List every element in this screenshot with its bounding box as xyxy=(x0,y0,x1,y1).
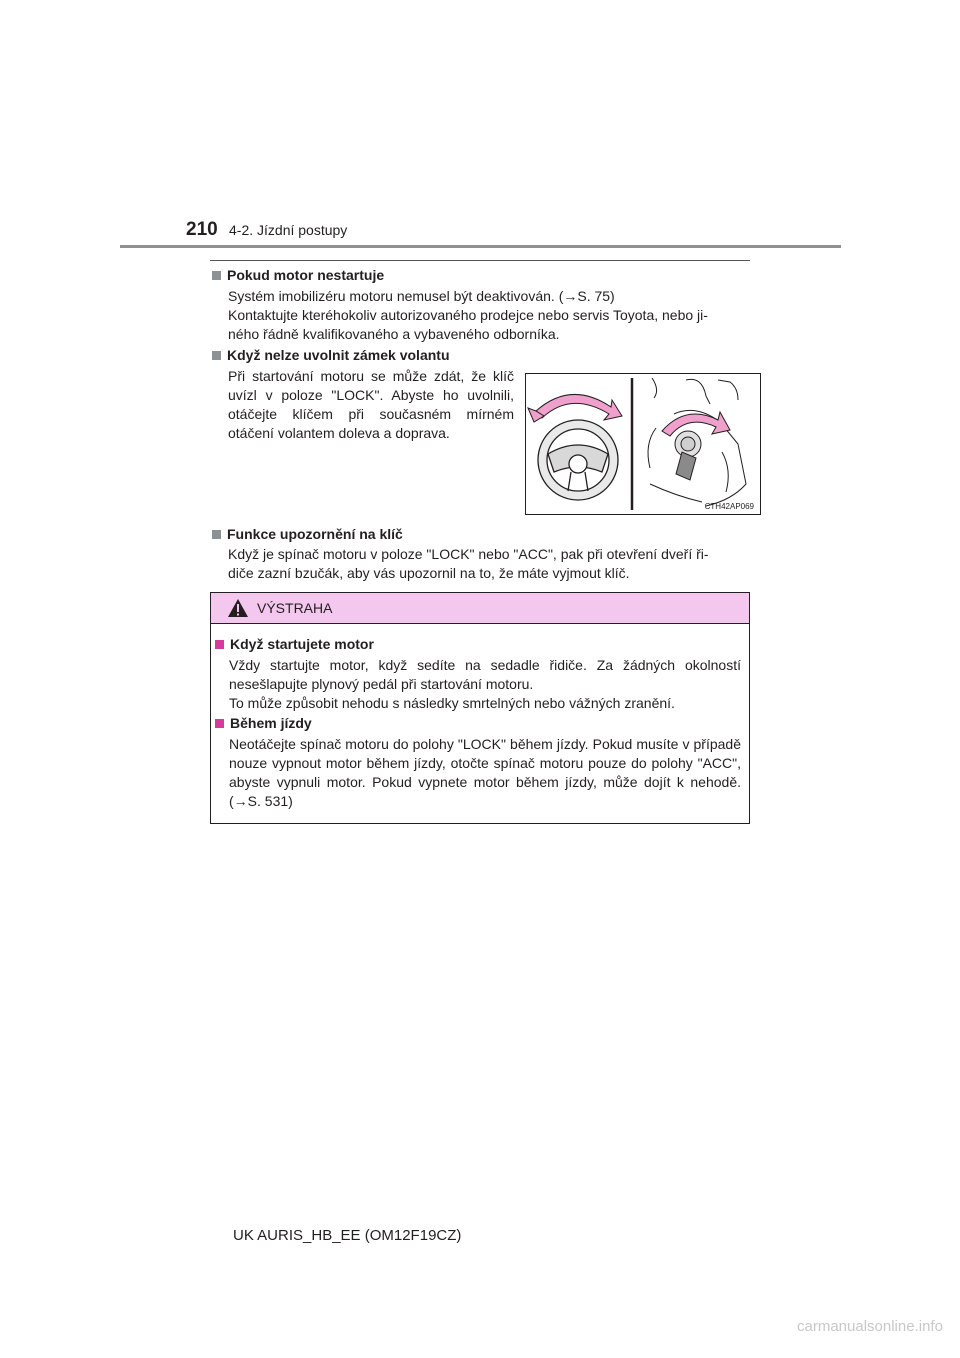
warning-title: VÝSTRAHA xyxy=(257,600,333,616)
warning-text: Vždy startujte motor, když sedíte na sedadle řidiče. Za žádných okolností nesešlapujte plynový pedál při startování motoru. xyxy=(229,657,741,692)
body-line: Kontaktujte kteréhokoliv autorizovaného prodejce nebo servis Toyota, nebo ji- xyxy=(228,307,708,323)
warning-item-heading-text: Během jízdy xyxy=(230,715,312,731)
section-heading-text: Funkce upozornění na klíč xyxy=(227,526,403,542)
section-heading xyxy=(212,347,450,363)
warning-triangle-icon xyxy=(227,598,249,618)
section-body xyxy=(228,545,750,583)
warning-box xyxy=(210,592,750,824)
bullet-square-icon xyxy=(212,530,221,539)
section-heading-text: Když nelze uvolnit zámek volantu xyxy=(227,347,450,363)
section-heading xyxy=(212,267,384,283)
warning-header xyxy=(211,593,749,624)
footer-model-code: UK AURIS_HB_EE (OM12F19CZ) xyxy=(233,1227,462,1244)
figure-code: CTH42AP069 xyxy=(704,502,754,511)
warning-item-heading-text: Když startujete motor xyxy=(230,636,374,652)
bullet-square-icon xyxy=(212,351,221,360)
section-title: 4-2. Jízdní postupy xyxy=(229,222,348,238)
warning-item-body: Neotáčejte spínač motoru do polohy "LOCK" během jízdy. Pokud musíte v případě nouze vypnout motor během jízdy, otočte spínač motoru pouze do polohy "ACC", abyste vypnuli motor. Pokud vypnete motor během jízdy, může dojít k nehodě. (→S. 531) xyxy=(229,736,741,809)
warning-item-body xyxy=(229,656,741,713)
steering-wheel-icon xyxy=(538,420,618,500)
body-line: ného řádně kvalifikovaného a vybaveného odborníka. xyxy=(228,326,560,342)
section-body xyxy=(228,287,748,344)
header-rule xyxy=(120,245,841,248)
steering-lock-drawing xyxy=(526,374,760,514)
section-heading xyxy=(212,526,403,542)
bullet-square-icon xyxy=(215,719,224,728)
warning-text: To může způsobit nehodu s následky smrtelných nebo vážných zranění. xyxy=(229,695,675,711)
section-heading-text: Pokud motor nestartuje xyxy=(227,267,385,283)
content-top-rule xyxy=(210,260,750,261)
bullet-square-icon xyxy=(212,271,221,280)
section-body: Při startování motoru se může zdát, že klíč uvízl v poloze "LOCK". Abyste ho uvolnili, otáčejte klíčem při současném mírném otáčení volantem doleva a doprava. xyxy=(228,368,514,441)
body-line: Systém imobilizéru motoru nemusel být deaktivován. (→S. 75) xyxy=(228,288,615,304)
rotation-arrow-icon xyxy=(536,394,622,420)
steering-lock-illustration xyxy=(525,373,761,515)
bullet-square-icon xyxy=(215,640,224,649)
body-line: Když je spínač motoru v poloze "LOCK" nebo "ACC", pak při otevření dveří ři- xyxy=(228,546,709,562)
watermark: carmanualsonline.info xyxy=(797,1318,943,1335)
warning-item-heading xyxy=(215,715,312,731)
body-line: diče zazní bzučák, aby vás upozornil na to, že máte vyjmout klíč. xyxy=(228,565,630,581)
warning-item-heading xyxy=(215,636,374,652)
rotation-arrow-icon xyxy=(662,412,730,436)
page-number: 210 xyxy=(186,219,218,240)
ignition-key-icon xyxy=(648,378,746,506)
